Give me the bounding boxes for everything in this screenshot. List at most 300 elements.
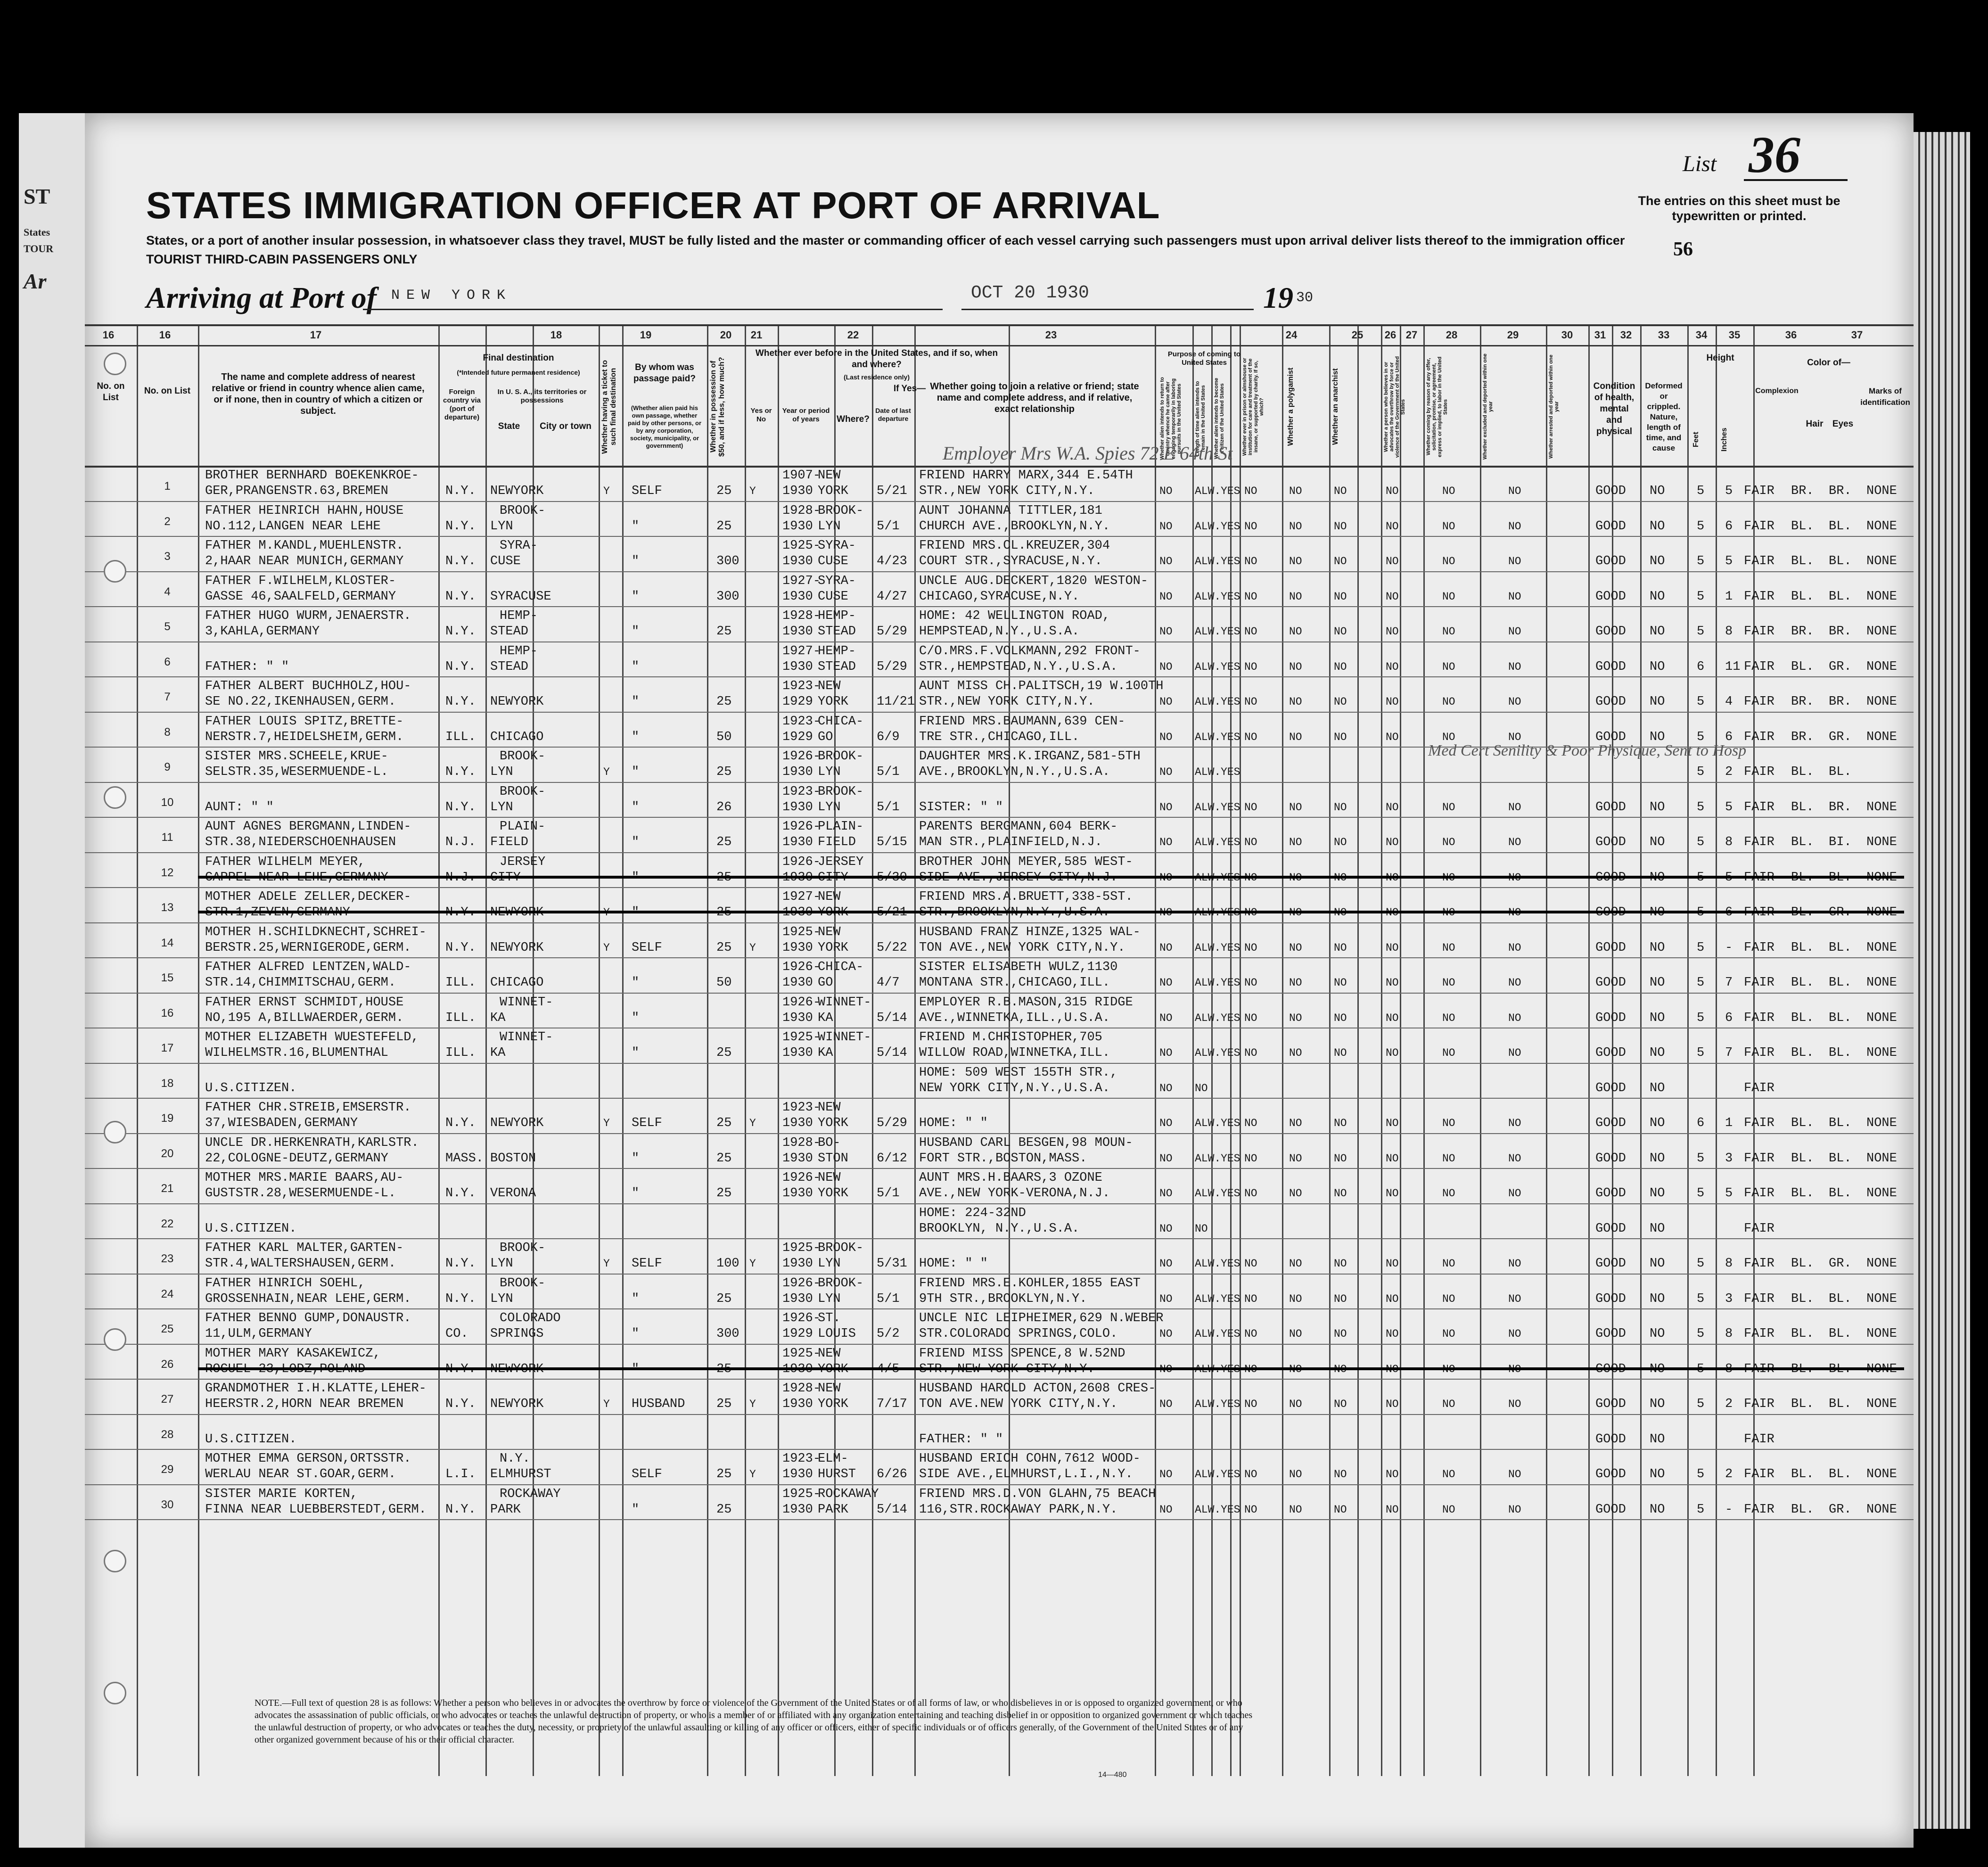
header-nearest-relative: The name and complete address of nearest relative or friend in country whence alien came, or if none, then in country of which a citizen or subject. bbox=[212, 372, 425, 416]
cell-join2: BROOKLYN, N.Y.,U.S.A. bbox=[919, 1222, 1080, 1236]
cell-join2: STR.,BROOKLYN,N.Y.,U.S.A. bbox=[919, 905, 1110, 920]
cell-ft: 5 bbox=[1697, 941, 1705, 955]
cell-q25: NO bbox=[1244, 625, 1257, 638]
cell-q27: NO bbox=[1334, 1117, 1347, 1129]
cell-q25: NO bbox=[1244, 1187, 1257, 1200]
cell-q28: NO bbox=[1386, 1012, 1399, 1024]
cell-yr2: 1930 bbox=[782, 1151, 813, 1166]
cell-dep: 5/29 bbox=[877, 625, 907, 639]
cell-q28: NO bbox=[1386, 1187, 1399, 1200]
cell-join1: HOME: 42 WELLINGTON ROAD, bbox=[919, 609, 1110, 623]
column-number: 18 bbox=[550, 329, 562, 341]
cell-q28: NO bbox=[1386, 1363, 1399, 1375]
header-no-on-list: No. on List bbox=[144, 386, 191, 396]
row-number: 16 bbox=[161, 1007, 174, 1020]
row-divider bbox=[85, 1308, 1914, 1309]
cell-city1: JERSEY bbox=[500, 855, 546, 869]
cell-join2: STR.,NEW YORK CITY,N.Y. bbox=[919, 695, 1095, 709]
column-number: 16 bbox=[102, 329, 115, 341]
cell-yr2: 1930 bbox=[782, 484, 813, 498]
cell-money: 25 bbox=[716, 1503, 732, 1517]
cell-wh1: ELM- bbox=[818, 1452, 848, 1466]
cell-q30: NO bbox=[1508, 661, 1521, 673]
cell-q26: NO bbox=[1289, 1187, 1302, 1200]
cell-rel1: SISTER MARIE KORTEN, bbox=[205, 1487, 358, 1501]
cell-rel2: FATHER: " " bbox=[205, 660, 289, 674]
cell-p-a: NO bbox=[1159, 1328, 1173, 1340]
cell-paid: " bbox=[632, 835, 640, 849]
header-height: Height bbox=[1706, 353, 1734, 363]
cell-join2: HOME: " " bbox=[919, 1116, 988, 1130]
cell-yr1: 1926- bbox=[782, 749, 821, 764]
header-bottom-rule bbox=[85, 466, 1914, 468]
header-condition: Condition of health, mental and physical bbox=[1593, 381, 1635, 436]
column-number: 19 bbox=[640, 329, 652, 341]
cell-def: NO bbox=[1650, 1116, 1665, 1130]
cell-yr1: 1926- bbox=[782, 855, 821, 869]
row-divider bbox=[85, 1379, 1914, 1380]
cell-rel2: CAPPEL NEAR LEHE,GERMANY bbox=[205, 871, 388, 885]
cell-eyes: BR. bbox=[1829, 695, 1852, 709]
cell-in: 2 bbox=[1725, 1467, 1733, 1481]
list-underline bbox=[1744, 179, 1848, 181]
header-purpose: Purpose of coming to United States bbox=[1167, 350, 1241, 367]
cell-join1: AUNT MISS CH.PALITSCH,19 W.100TH bbox=[919, 679, 1164, 693]
cell-ft: 5 bbox=[1697, 554, 1705, 568]
cell-eyes: BI. bbox=[1829, 835, 1852, 849]
header-deformed: Deformed or crippled. Nature, length of time, and cause bbox=[1645, 381, 1683, 452]
cell-money: 25 bbox=[716, 625, 732, 639]
cell-rel1: FATHER WILHELM MEYER, bbox=[205, 855, 366, 869]
cell-city1: HEMP- bbox=[500, 609, 538, 623]
cell-def: NO bbox=[1650, 835, 1665, 849]
header-arrested: Whether arrested and deported within one year bbox=[1548, 354, 1560, 459]
cell-q29: NO bbox=[1442, 1047, 1455, 1059]
row-divider bbox=[85, 1274, 1914, 1275]
cell-eyes: BL. bbox=[1829, 1327, 1852, 1341]
cell-q26: NO bbox=[1289, 1012, 1302, 1024]
cell-wh1: NEW bbox=[818, 469, 841, 483]
cell-join2: SISTER: " " bbox=[919, 800, 1003, 814]
cell-paid: SELF bbox=[632, 1116, 662, 1130]
cell-join2: MONTANA STR.,CHICAGO,ILL. bbox=[919, 976, 1110, 990]
cell-q27: NO bbox=[1334, 872, 1347, 884]
cell-rel2: U.S.CITIZEN. bbox=[205, 1432, 297, 1447]
cell-comp: FAIR bbox=[1744, 976, 1774, 990]
cell-def: NO bbox=[1650, 1151, 1665, 1166]
cell-hair: BL. bbox=[1791, 519, 1814, 534]
cell-q29: NO bbox=[1442, 1012, 1455, 1024]
cell-q30: NO bbox=[1508, 1187, 1521, 1200]
cell-wh2: KA bbox=[818, 1011, 833, 1025]
cell-marks: NONE bbox=[1866, 484, 1897, 498]
cell-money: 25 bbox=[716, 941, 732, 955]
cell-q25: NO bbox=[1244, 1398, 1257, 1410]
cell-ft: 5 bbox=[1697, 1046, 1705, 1060]
cell-money: 25 bbox=[716, 484, 732, 498]
cell-p-b: NO bbox=[1195, 1082, 1208, 1094]
cell-rel1: MOTHER EMMA GERSON,ORTSSTR. bbox=[205, 1452, 411, 1466]
row-number: 1 bbox=[164, 480, 171, 493]
cell-q25: NO bbox=[1244, 1468, 1257, 1480]
cell-q30: NO bbox=[1508, 1293, 1521, 1305]
cell-join2: SIDE AVE.,JERSEY CITY,N.J. bbox=[919, 871, 1118, 885]
cell-comp: FAIR bbox=[1744, 1327, 1774, 1341]
cell-comp: FAIR bbox=[1744, 625, 1774, 639]
cell-hair: BL. bbox=[1791, 660, 1814, 674]
cell-p-a: NO bbox=[1159, 1398, 1173, 1410]
handwritten-employer-note: Employer Mrs W.A. Spies 72 E 64th St bbox=[943, 443, 1233, 464]
cell-def: NO bbox=[1650, 660, 1665, 674]
cell-p-b: ALW. bbox=[1195, 696, 1221, 708]
cell-in: 7 bbox=[1725, 1046, 1733, 1060]
cell-q29: NO bbox=[1442, 1187, 1455, 1200]
cell-p-a: NO bbox=[1159, 1468, 1173, 1480]
cell-q27: NO bbox=[1334, 942, 1347, 954]
cell-def: NO bbox=[1650, 1432, 1665, 1447]
row-number: 26 bbox=[161, 1358, 174, 1371]
column-divider bbox=[1687, 324, 1689, 1776]
cell-q30: NO bbox=[1508, 555, 1521, 568]
cell-p-c: YES bbox=[1221, 801, 1240, 814]
cell-q29: NO bbox=[1442, 836, 1455, 848]
cell-q29: NO bbox=[1442, 555, 1455, 568]
cell-hair: BL. bbox=[1791, 1186, 1814, 1201]
cell-def: NO bbox=[1650, 1327, 1665, 1341]
cell-paid: " bbox=[632, 519, 640, 534]
cell-yr2: 1929 bbox=[782, 1327, 813, 1341]
cell-p-a: NO bbox=[1159, 731, 1173, 743]
cell-cond: GOOD bbox=[1595, 1432, 1626, 1447]
cell-p-b: ALW. bbox=[1195, 1363, 1221, 1375]
cell-yr1: 1926- bbox=[782, 1171, 821, 1185]
row-number: 13 bbox=[161, 901, 174, 914]
header-date-departure: Date of last departure bbox=[875, 407, 911, 422]
cell-dep: 5/31 bbox=[877, 1257, 907, 1271]
cell-yr2: 1930 bbox=[782, 1257, 813, 1271]
cell-yr1: 1925- bbox=[782, 1030, 821, 1045]
cell-in: 6 bbox=[1725, 905, 1733, 920]
cell-p-b: ALW. bbox=[1195, 625, 1221, 638]
cell-money: 300 bbox=[716, 1327, 739, 1341]
cell-rel2: WILHELMSTR.16,BLUMENTHAL bbox=[205, 1046, 388, 1060]
cell-def: NO bbox=[1650, 905, 1665, 920]
column-number: 23 bbox=[1045, 329, 1057, 341]
cell-yr1: 1925- bbox=[782, 925, 821, 939]
cell-ft: 5 bbox=[1697, 1186, 1705, 1201]
cell-comp: FAIR bbox=[1744, 1467, 1774, 1481]
row-divider bbox=[85, 712, 1914, 713]
cell-paid: " bbox=[632, 730, 640, 744]
cell-paid: " bbox=[632, 1186, 640, 1201]
row-number: 3 bbox=[164, 550, 171, 563]
cell-wh2: LYN bbox=[818, 1292, 841, 1306]
cell-wh1: NEW bbox=[818, 1347, 841, 1361]
cell-q29: NO bbox=[1442, 942, 1455, 954]
cell-q26: NO bbox=[1289, 1152, 1302, 1165]
cell-rel1: UNCLE DR.HERKENRATH,KARLSTR. bbox=[205, 1136, 419, 1150]
cell-rel2: U.S.CITIZEN. bbox=[205, 1081, 297, 1095]
cell-q29: NO bbox=[1442, 906, 1455, 919]
row-number: 8 bbox=[164, 726, 171, 739]
cell-dep: 5/14 bbox=[877, 1011, 907, 1025]
cell-q30: NO bbox=[1508, 591, 1521, 603]
header-passage-paid: By whom was passage paid? bbox=[633, 362, 696, 384]
header-city: City or town bbox=[540, 421, 591, 431]
cell-p-a: NO bbox=[1159, 1363, 1173, 1375]
cell-in: 6 bbox=[1725, 519, 1733, 534]
cell-q26: NO bbox=[1289, 1293, 1302, 1305]
cell-q27: NO bbox=[1334, 1258, 1347, 1270]
cell-dep: 5/21 bbox=[877, 484, 907, 498]
cell-city1: WINNET- bbox=[500, 995, 553, 1010]
column-number: 33 bbox=[1658, 329, 1670, 341]
cell-in: 6 bbox=[1725, 1011, 1733, 1025]
column-number: 37 bbox=[1851, 329, 1863, 341]
cell-q28: NO bbox=[1386, 696, 1399, 708]
row-divider bbox=[85, 606, 1914, 607]
header-purpose-length: Length of time alien intends to remain in the United States bbox=[1195, 381, 1206, 456]
cell-paid: " bbox=[632, 695, 640, 709]
cell-p-a: NO bbox=[1159, 520, 1173, 533]
cell-in: 8 bbox=[1725, 1327, 1733, 1341]
cell-yr2: 1930 bbox=[782, 1046, 813, 1060]
cell-cond: GOOD bbox=[1595, 976, 1626, 990]
cell-p-b: ALW. bbox=[1195, 661, 1221, 673]
cell-ticket: Y bbox=[603, 1117, 610, 1129]
row-number: 28 bbox=[161, 1428, 174, 1441]
cell-wh2: HURST bbox=[818, 1467, 856, 1481]
cell-yr2: 1930 bbox=[782, 905, 813, 920]
cell-eyes: BL. bbox=[1829, 765, 1852, 779]
cell-wh2: YORK bbox=[818, 1397, 848, 1411]
cell-wh2: CUSE bbox=[818, 554, 848, 568]
cell-yr2: 1930 bbox=[782, 1011, 813, 1025]
cell-hair: BL. bbox=[1791, 1292, 1814, 1306]
column-number: 26 bbox=[1384, 329, 1397, 341]
cell-p-b: ALW. bbox=[1195, 555, 1221, 568]
cell-join1: FRIEND MRS.BAUMANN,639 CEN- bbox=[919, 715, 1125, 729]
cell-q27: NO bbox=[1334, 661, 1347, 673]
cell-comp: FAIR bbox=[1744, 1046, 1774, 1060]
cell-q26: NO bbox=[1289, 801, 1302, 814]
cell-def: NO bbox=[1650, 730, 1665, 744]
cell-def: NO bbox=[1650, 554, 1665, 568]
cell-rel2: 11,ULM,GERMANY bbox=[205, 1327, 312, 1341]
cell-in: 1 bbox=[1725, 590, 1733, 604]
cell-q28: NO bbox=[1386, 591, 1399, 603]
header-purpose-return: Whether alien intends to return to country whence he came after engaging temporarily in laboring pursuits in the United States bbox=[1159, 377, 1182, 461]
cell-state: N.Y. bbox=[445, 554, 476, 568]
cell-yr2: 1930 bbox=[782, 625, 813, 639]
cell-paid: " bbox=[632, 1011, 640, 1025]
cell-q26: NO bbox=[1289, 836, 1302, 848]
cell-dep: 5/1 bbox=[877, 1292, 900, 1306]
cell-p-a: NO bbox=[1159, 555, 1173, 568]
strikethrough-line bbox=[198, 911, 1904, 913]
cell-rel1: FATHER F.WILHELM,KLOSTER- bbox=[205, 574, 396, 588]
cell-def: NO bbox=[1650, 800, 1665, 814]
column-divider bbox=[622, 324, 624, 1776]
row-number: 12 bbox=[161, 866, 174, 879]
cell-paid: " bbox=[632, 1151, 640, 1166]
column-number: 31 bbox=[1594, 329, 1606, 341]
header-money: Whether in possession of $50, and if less, how much? bbox=[709, 357, 726, 457]
cell-in: 3 bbox=[1725, 1292, 1733, 1306]
cell-yr1: 1927- bbox=[782, 574, 821, 588]
cell-join1: FRIEND MRS.D.VON GLAHN,75 BEACH bbox=[919, 1487, 1156, 1501]
cell-p-b: ALW. bbox=[1195, 1047, 1221, 1059]
cell-q29: NO bbox=[1442, 977, 1455, 989]
cell-q26: NO bbox=[1289, 1117, 1302, 1129]
cell-join2: NEW YORK CITY,N.Y.,U.S.A. bbox=[919, 1081, 1110, 1095]
cell-cond: GOOD bbox=[1595, 660, 1626, 674]
cell-join2: STR.COLORADO SPRINGS,COLO. bbox=[919, 1327, 1118, 1341]
cell-city2: STEAD bbox=[490, 660, 529, 674]
cell-yr1: 1926- bbox=[782, 820, 821, 834]
row-divider bbox=[85, 993, 1914, 994]
cell-cond: GOOD bbox=[1595, 1186, 1626, 1201]
column-divider bbox=[1192, 324, 1194, 1776]
cell-q28: NO bbox=[1386, 625, 1399, 638]
cell-p-a: NO bbox=[1159, 1293, 1173, 1305]
cell-q27: NO bbox=[1334, 801, 1347, 814]
header-state: State bbox=[498, 421, 520, 431]
cell-p-a: NO bbox=[1159, 625, 1173, 638]
cell-q30: NO bbox=[1508, 1152, 1521, 1165]
cell-def: NO bbox=[1650, 1011, 1665, 1025]
cell-yr1: 1928- bbox=[782, 1136, 821, 1150]
cell-p-c: YES bbox=[1221, 872, 1240, 884]
arriving-label: Arriving at Port of bbox=[146, 281, 377, 314]
cell-city2: ELMHURST bbox=[490, 1467, 551, 1481]
cell-state: N.Y. bbox=[445, 695, 476, 709]
cell-q25: NO bbox=[1244, 1363, 1257, 1375]
cell-q30: NO bbox=[1508, 942, 1521, 954]
cell-join1: FRIEND MRS.A.BRUETT,338-5ST. bbox=[919, 890, 1133, 904]
cell-p-a: NO bbox=[1159, 836, 1173, 848]
cell-cond: GOOD bbox=[1595, 590, 1626, 604]
cell-eyes: BL. bbox=[1829, 1467, 1852, 1481]
header-labor-offer: Whether coming by reason of any offer, solicitation, promise, or agreement, express or implied, to labor in the United States bbox=[1426, 356, 1448, 457]
binder-hole bbox=[104, 1121, 126, 1143]
cell-dep: 7/17 bbox=[877, 1397, 907, 1411]
cell-hair: BL. bbox=[1791, 976, 1814, 990]
cell-wh1: NEW bbox=[818, 679, 841, 693]
cell-yr2: 1930 bbox=[782, 1362, 813, 1376]
cell-ft: 5 bbox=[1697, 1011, 1705, 1025]
cell-yr2: 1930 bbox=[782, 1292, 813, 1306]
row-divider bbox=[85, 1133, 1914, 1134]
cell-comp: FAIR bbox=[1744, 765, 1774, 779]
cell-city1: BROOK- bbox=[500, 1276, 546, 1291]
cell-comp: FAIR bbox=[1744, 1222, 1774, 1236]
cell-money: 50 bbox=[716, 976, 732, 990]
strip-text: TOUR bbox=[24, 243, 54, 255]
cell-city1: BROOK- bbox=[500, 504, 546, 518]
cell-p-b: ALW. bbox=[1195, 1012, 1221, 1024]
cell-p-b: ALW. bbox=[1195, 1293, 1221, 1305]
cell-city2: LYN bbox=[490, 765, 513, 779]
cell-state: MASS. bbox=[445, 1151, 484, 1166]
row-divider bbox=[85, 1414, 1914, 1415]
cell-p-b: ALW. bbox=[1195, 1117, 1221, 1129]
cell-q25: NO bbox=[1244, 1047, 1257, 1059]
cell-join1: FRIEND HARRY MARX,344 E.54TH bbox=[919, 469, 1133, 483]
cell-state: N.Y. bbox=[445, 484, 476, 498]
cell-marks: NONE bbox=[1866, 1327, 1897, 1341]
cell-q25: NO bbox=[1244, 836, 1257, 848]
column-number: 16 bbox=[159, 329, 171, 341]
cell-q27: NO bbox=[1334, 1152, 1347, 1165]
row-number: 14 bbox=[161, 937, 174, 949]
cell-dep: 4/23 bbox=[877, 554, 907, 568]
cell-wh2: LYN bbox=[818, 800, 841, 814]
cell-rel1: SISTER MRS.SCHEELE,KRUE- bbox=[205, 749, 388, 764]
cell-in: 8 bbox=[1725, 835, 1733, 849]
cell-cond: GOOD bbox=[1595, 1257, 1626, 1271]
cell-yes: Y bbox=[749, 1398, 756, 1410]
cell-dep: 5/29 bbox=[877, 660, 907, 674]
row-divider bbox=[85, 1203, 1914, 1204]
header-feet: Feet bbox=[1692, 432, 1700, 448]
cell-yr2: 1930 bbox=[782, 590, 813, 604]
cell-comp: FAIR bbox=[1744, 835, 1774, 849]
header-yes-no: Yes or No bbox=[750, 407, 772, 423]
cell-yr2: 1930 bbox=[782, 554, 813, 568]
cell-dep: 11/21 bbox=[877, 695, 915, 709]
cell-eyes: BL. bbox=[1829, 590, 1852, 604]
header-final-destination-note: (*Intended future permanent residence) bbox=[457, 369, 580, 376]
adjacent-page-strip bbox=[19, 113, 88, 1848]
cell-yr1: 1927- bbox=[782, 644, 821, 658]
cell-rel2: 37,WIESBADEN,GERMANY bbox=[205, 1116, 358, 1130]
page-title: STATES IMMIGRATION OFFICER AT PORT OF ARRIVAL bbox=[146, 184, 1160, 226]
cell-marks: NONE bbox=[1866, 905, 1897, 920]
cell-join1: EMPLOYER R.B.MASON,315 RIDGE bbox=[919, 995, 1133, 1010]
cell-q27: NO bbox=[1334, 731, 1347, 743]
row-divider bbox=[85, 1449, 1914, 1450]
cell-comp: FAIR bbox=[1744, 1186, 1774, 1201]
cell-q29: NO bbox=[1442, 1468, 1455, 1480]
cell-wh2: PARK bbox=[818, 1503, 848, 1517]
cell-p-c: YES bbox=[1221, 731, 1240, 743]
sheet-number: 56 bbox=[1673, 239, 1693, 260]
cell-marks: NONE bbox=[1866, 1292, 1897, 1306]
cell-yr2: 1930 bbox=[782, 871, 813, 885]
cell-eyes: BL. bbox=[1829, 1011, 1852, 1025]
row-number: 5 bbox=[164, 620, 171, 633]
cell-yr1: 1923- bbox=[782, 715, 821, 729]
column-divider bbox=[438, 324, 440, 1776]
cell-marks: NONE bbox=[1866, 519, 1897, 534]
cell-money: 25 bbox=[716, 1046, 732, 1060]
cell-q30: NO bbox=[1508, 1363, 1521, 1375]
cell-wh1: HEMP- bbox=[818, 644, 856, 658]
cell-hair: BR. bbox=[1791, 484, 1814, 498]
cell-marks: NONE bbox=[1866, 1116, 1897, 1130]
cell-city2: LYN bbox=[490, 519, 513, 534]
cell-q29: NO bbox=[1442, 591, 1455, 603]
cell-rel1: FATHER KARL MALTER,GARTEN- bbox=[205, 1241, 404, 1255]
cell-in: 8 bbox=[1725, 1362, 1733, 1376]
cell-q28: NO bbox=[1386, 485, 1399, 497]
cell-money: 25 bbox=[716, 871, 732, 885]
cell-q26: NO bbox=[1289, 485, 1302, 497]
cell-p-c: YES bbox=[1221, 1328, 1240, 1340]
cell-eyes: BR. bbox=[1829, 484, 1852, 498]
cell-q30: NO bbox=[1508, 906, 1521, 919]
